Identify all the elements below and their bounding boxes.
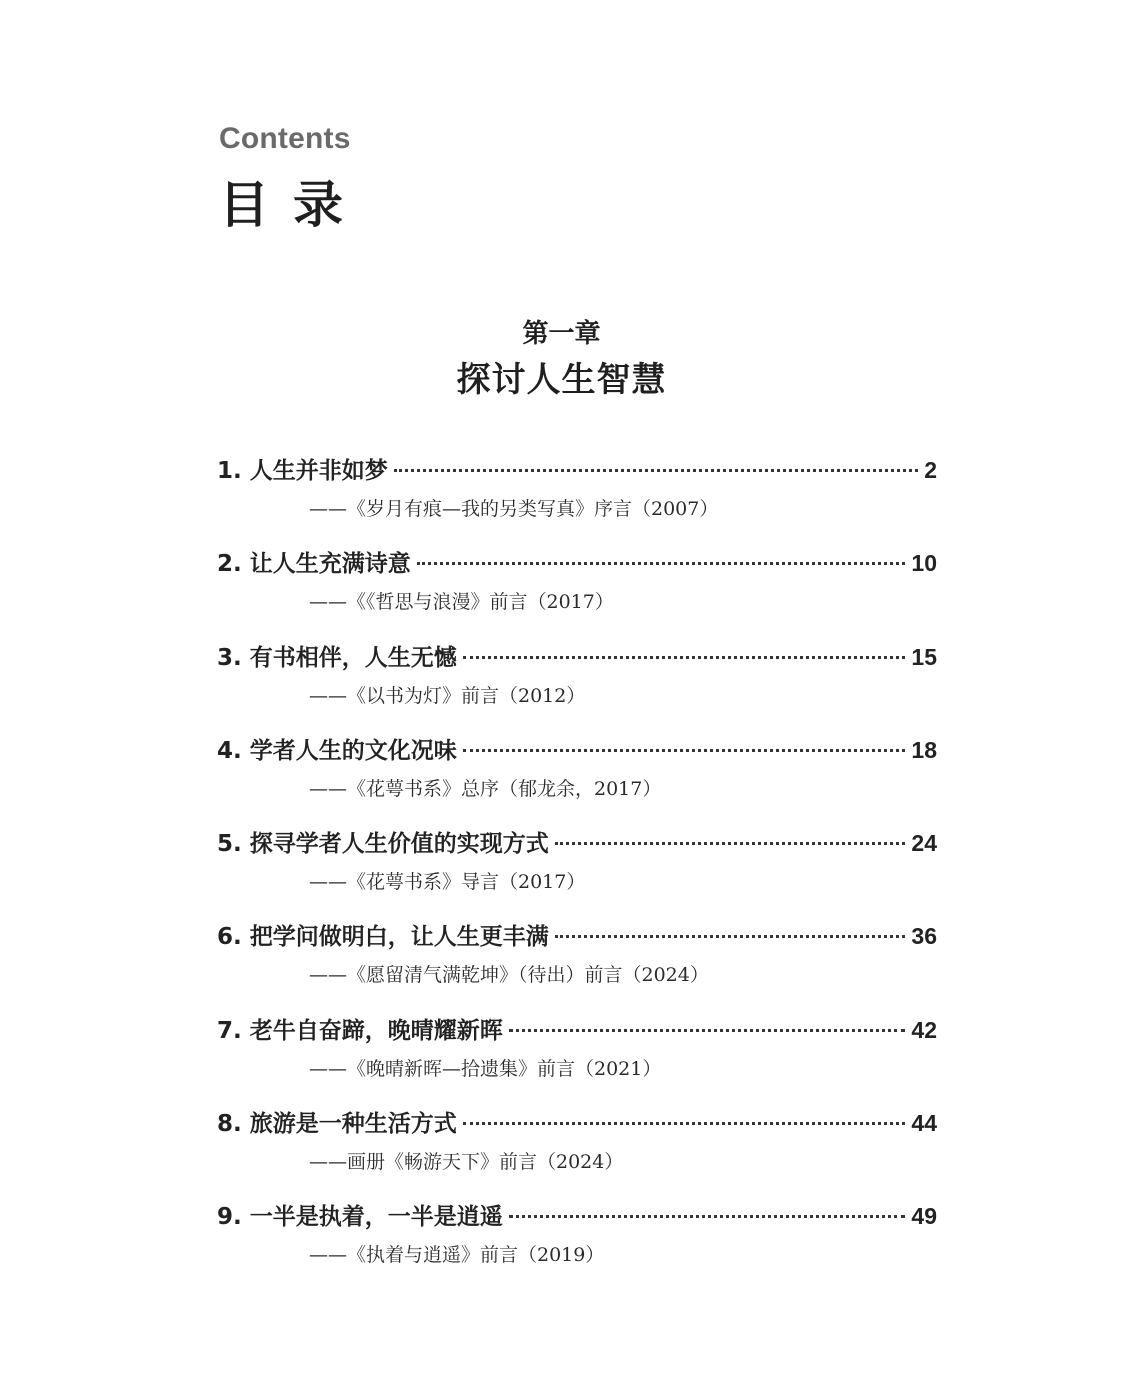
dot-leader <box>417 562 906 565</box>
entry-number: 6. <box>217 924 242 951</box>
entry-source: ——画册《畅游天下》前言（2024） <box>309 1151 624 1174</box>
dot-leader <box>555 935 906 938</box>
entry-title[interactable]: 有书相伴，人生无憾 <box>249 644 457 671</box>
entry-title[interactable]: 把学问做明白，让人生更丰满 <box>249 924 549 951</box>
entry-number: 9. <box>217 1204 242 1231</box>
page-number: 15 <box>911 643 937 670</box>
entry-source: ——《《哲思与浪漫》前言（2017） <box>309 591 614 614</box>
dot-leader <box>509 1215 906 1218</box>
dot-leader <box>555 842 906 845</box>
toc-entry[interactable] <box>217 1198 937 1291</box>
entry-source: ——《岁月有痕—我的另类写真》序言（2007） <box>309 498 719 520</box>
entry-source: ——《晚晴新晖—拾遗集》前言（2021） <box>309 1057 662 1080</box>
dot-leader <box>463 1122 906 1125</box>
toc-entry[interactable] <box>217 918 937 1011</box>
entry-title[interactable]: 一半是执着，一半是逍遥 <box>249 1204 503 1231</box>
dot-leader <box>509 1029 906 1032</box>
entry-number: 7. <box>217 1017 242 1044</box>
entry-title[interactable]: 探寻学者人生价值的实现方式 <box>249 831 549 858</box>
toc-entry[interactable] <box>217 1012 937 1105</box>
page-number: 44 <box>911 1110 937 1137</box>
entry-title[interactable]: 老牛自奋蹄，晚晴耀新晖 <box>249 1017 503 1044</box>
page-number: 49 <box>911 1203 937 1230</box>
chapter-number: 第一章 <box>522 319 601 349</box>
entry-title[interactable]: 让人生充满诗意 <box>249 551 411 578</box>
entry-number: 8. <box>217 1111 242 1138</box>
entry-number: 5. <box>217 831 242 858</box>
page-number: 36 <box>911 923 937 950</box>
page-number: 10 <box>911 550 937 577</box>
entry-number: 2. <box>217 551 242 578</box>
entry-number: 4. <box>217 737 242 764</box>
entry-source: ——《花萼书系》导言（2017） <box>309 871 586 894</box>
entry-source: ——《花萼书系》总序（郁龙余，2017） <box>309 777 662 800</box>
toc-entry[interactable] <box>217 1105 937 1198</box>
entry-source: ——《愿留清气满乾坤》（待出）前言（2024） <box>309 964 709 987</box>
entry-title[interactable]: 旅游是一种生活方式 <box>249 1111 457 1138</box>
table-of-contents <box>217 452 937 1292</box>
toc-entry[interactable] <box>217 545 937 638</box>
contents-heading-en: Contents <box>219 122 351 155</box>
page-number: 42 <box>911 1016 937 1043</box>
toc-entry[interactable] <box>217 452 937 545</box>
page-number: 18 <box>911 736 937 763</box>
dot-leader <box>463 749 906 752</box>
dot-leader <box>394 469 918 472</box>
page-number: 24 <box>911 830 937 857</box>
page-number: 2 <box>924 457 937 483</box>
toc-entry[interactable] <box>217 639 937 732</box>
entry-title[interactable]: 人生并非如梦 <box>249 458 388 484</box>
chapter-title: 探讨人生智慧 <box>456 360 667 400</box>
toc-entry[interactable] <box>217 825 937 918</box>
entry-source: ——《以书为灯》前言（2012） <box>309 684 586 707</box>
entry-title[interactable]: 学者人生的文化况味 <box>249 737 457 764</box>
toc-entry[interactable] <box>217 732 937 825</box>
entry-source: ——《执着与逍遥》前言（2019） <box>309 1244 605 1267</box>
contents-heading-zh: 目录 <box>219 176 367 234</box>
dot-leader <box>463 656 906 659</box>
entry-number: 3. <box>217 644 242 671</box>
entry-number: 1. <box>217 458 242 484</box>
